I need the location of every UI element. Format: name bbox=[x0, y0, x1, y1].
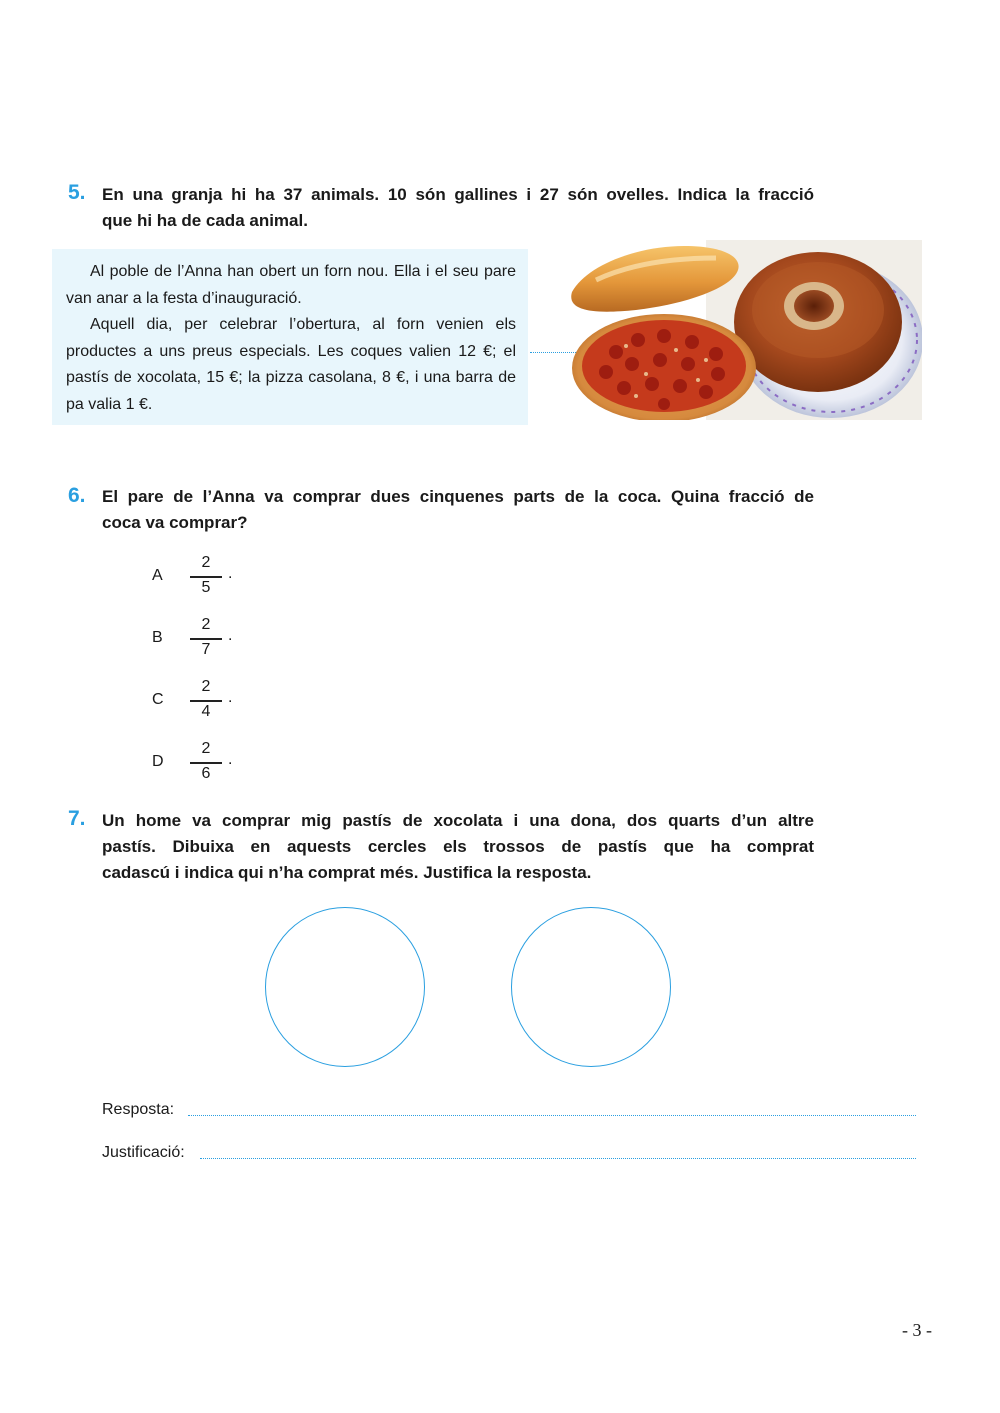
drawing-circle-left[interactable] bbox=[265, 907, 425, 1067]
period: . bbox=[228, 689, 233, 706]
justification-label: Justificació: bbox=[102, 1144, 185, 1161]
question-6-text bbox=[102, 484, 814, 536]
fraction-denominator: 6 bbox=[201, 765, 211, 782]
period: . bbox=[228, 751, 233, 768]
question-6-line-2: coca va comprar? bbox=[102, 513, 248, 532]
period: . bbox=[228, 565, 233, 582]
story-paragraph-2: Aquell dia, per celebrar l’obertura, al forn venien els productes a uns preus especials. Les coques valien 12 €; el pastís de xocolata, 15 €; la pizza casolana, 8 €, i una barra de pa valia 1 €. bbox=[66, 316, 516, 413]
question-5-line-2: que hi ha de cada animal. bbox=[102, 211, 308, 230]
question-5-text bbox=[102, 182, 814, 234]
fraction-denominator: 7 bbox=[201, 641, 211, 658]
fraction-bar bbox=[190, 638, 222, 640]
fraction-bar bbox=[190, 762, 222, 764]
page-number: - 3 - bbox=[902, 1320, 932, 1340]
story-box bbox=[52, 249, 528, 425]
answer-label: Resposta: bbox=[102, 1101, 175, 1118]
option-b[interactable] bbox=[152, 617, 272, 667]
question-7-line-3: cadascú i indica qui n’ha comprat més. Justifica la resposta. bbox=[102, 863, 592, 882]
option-letter: A bbox=[152, 567, 163, 584]
question-7-number: 7. bbox=[68, 807, 86, 830]
bakery-products-image bbox=[566, 240, 922, 420]
question-7-line-1: Un home va comprar mig pastís de xocolata i una dona, dos quarts d’un altre bbox=[102, 811, 814, 830]
drawing-circle-right[interactable] bbox=[511, 907, 671, 1067]
question-7-text bbox=[102, 808, 814, 886]
option-a[interactable] bbox=[152, 555, 272, 605]
option-letter: D bbox=[152, 753, 164, 770]
fraction-denominator: 4 bbox=[201, 703, 211, 720]
question-6-number: 6. bbox=[68, 484, 86, 507]
fraction-denominator: 5 bbox=[201, 579, 211, 596]
question-5-line-1: En una granja hi ha 37 animals. 10 són gallines i 27 són ovelles. Indica la fracció bbox=[102, 185, 814, 204]
fraction-numerator: 2 bbox=[201, 678, 211, 695]
question-5-number: 5. bbox=[68, 181, 86, 204]
option-letter: C bbox=[152, 691, 164, 708]
fraction-bar bbox=[190, 700, 222, 702]
fraction-numerator: 2 bbox=[201, 616, 211, 633]
fraction-numerator: 2 bbox=[201, 554, 211, 571]
question-6-line-1: El pare de l’Anna va comprar dues cinquenes parts de la coca. Quina fracció de bbox=[102, 487, 814, 506]
story-paragraph-1: Al poble de l’Anna han obert un forn nou. Ella i el seu pare van anar a la festa d’inauguració. bbox=[66, 263, 516, 307]
option-c[interactable] bbox=[152, 679, 272, 729]
option-d[interactable] bbox=[152, 741, 272, 791]
answer-input-line[interactable] bbox=[188, 1115, 916, 1116]
period: . bbox=[228, 627, 233, 644]
justification-input-line[interactable] bbox=[200, 1158, 916, 1159]
option-letter: B bbox=[152, 629, 163, 646]
fraction-bar bbox=[190, 576, 222, 578]
question-7-line-2: pastís. Dibuixa en aquests cercles els trossos de pastís que ha comprat bbox=[102, 837, 814, 856]
fraction-numerator: 2 bbox=[201, 740, 211, 757]
